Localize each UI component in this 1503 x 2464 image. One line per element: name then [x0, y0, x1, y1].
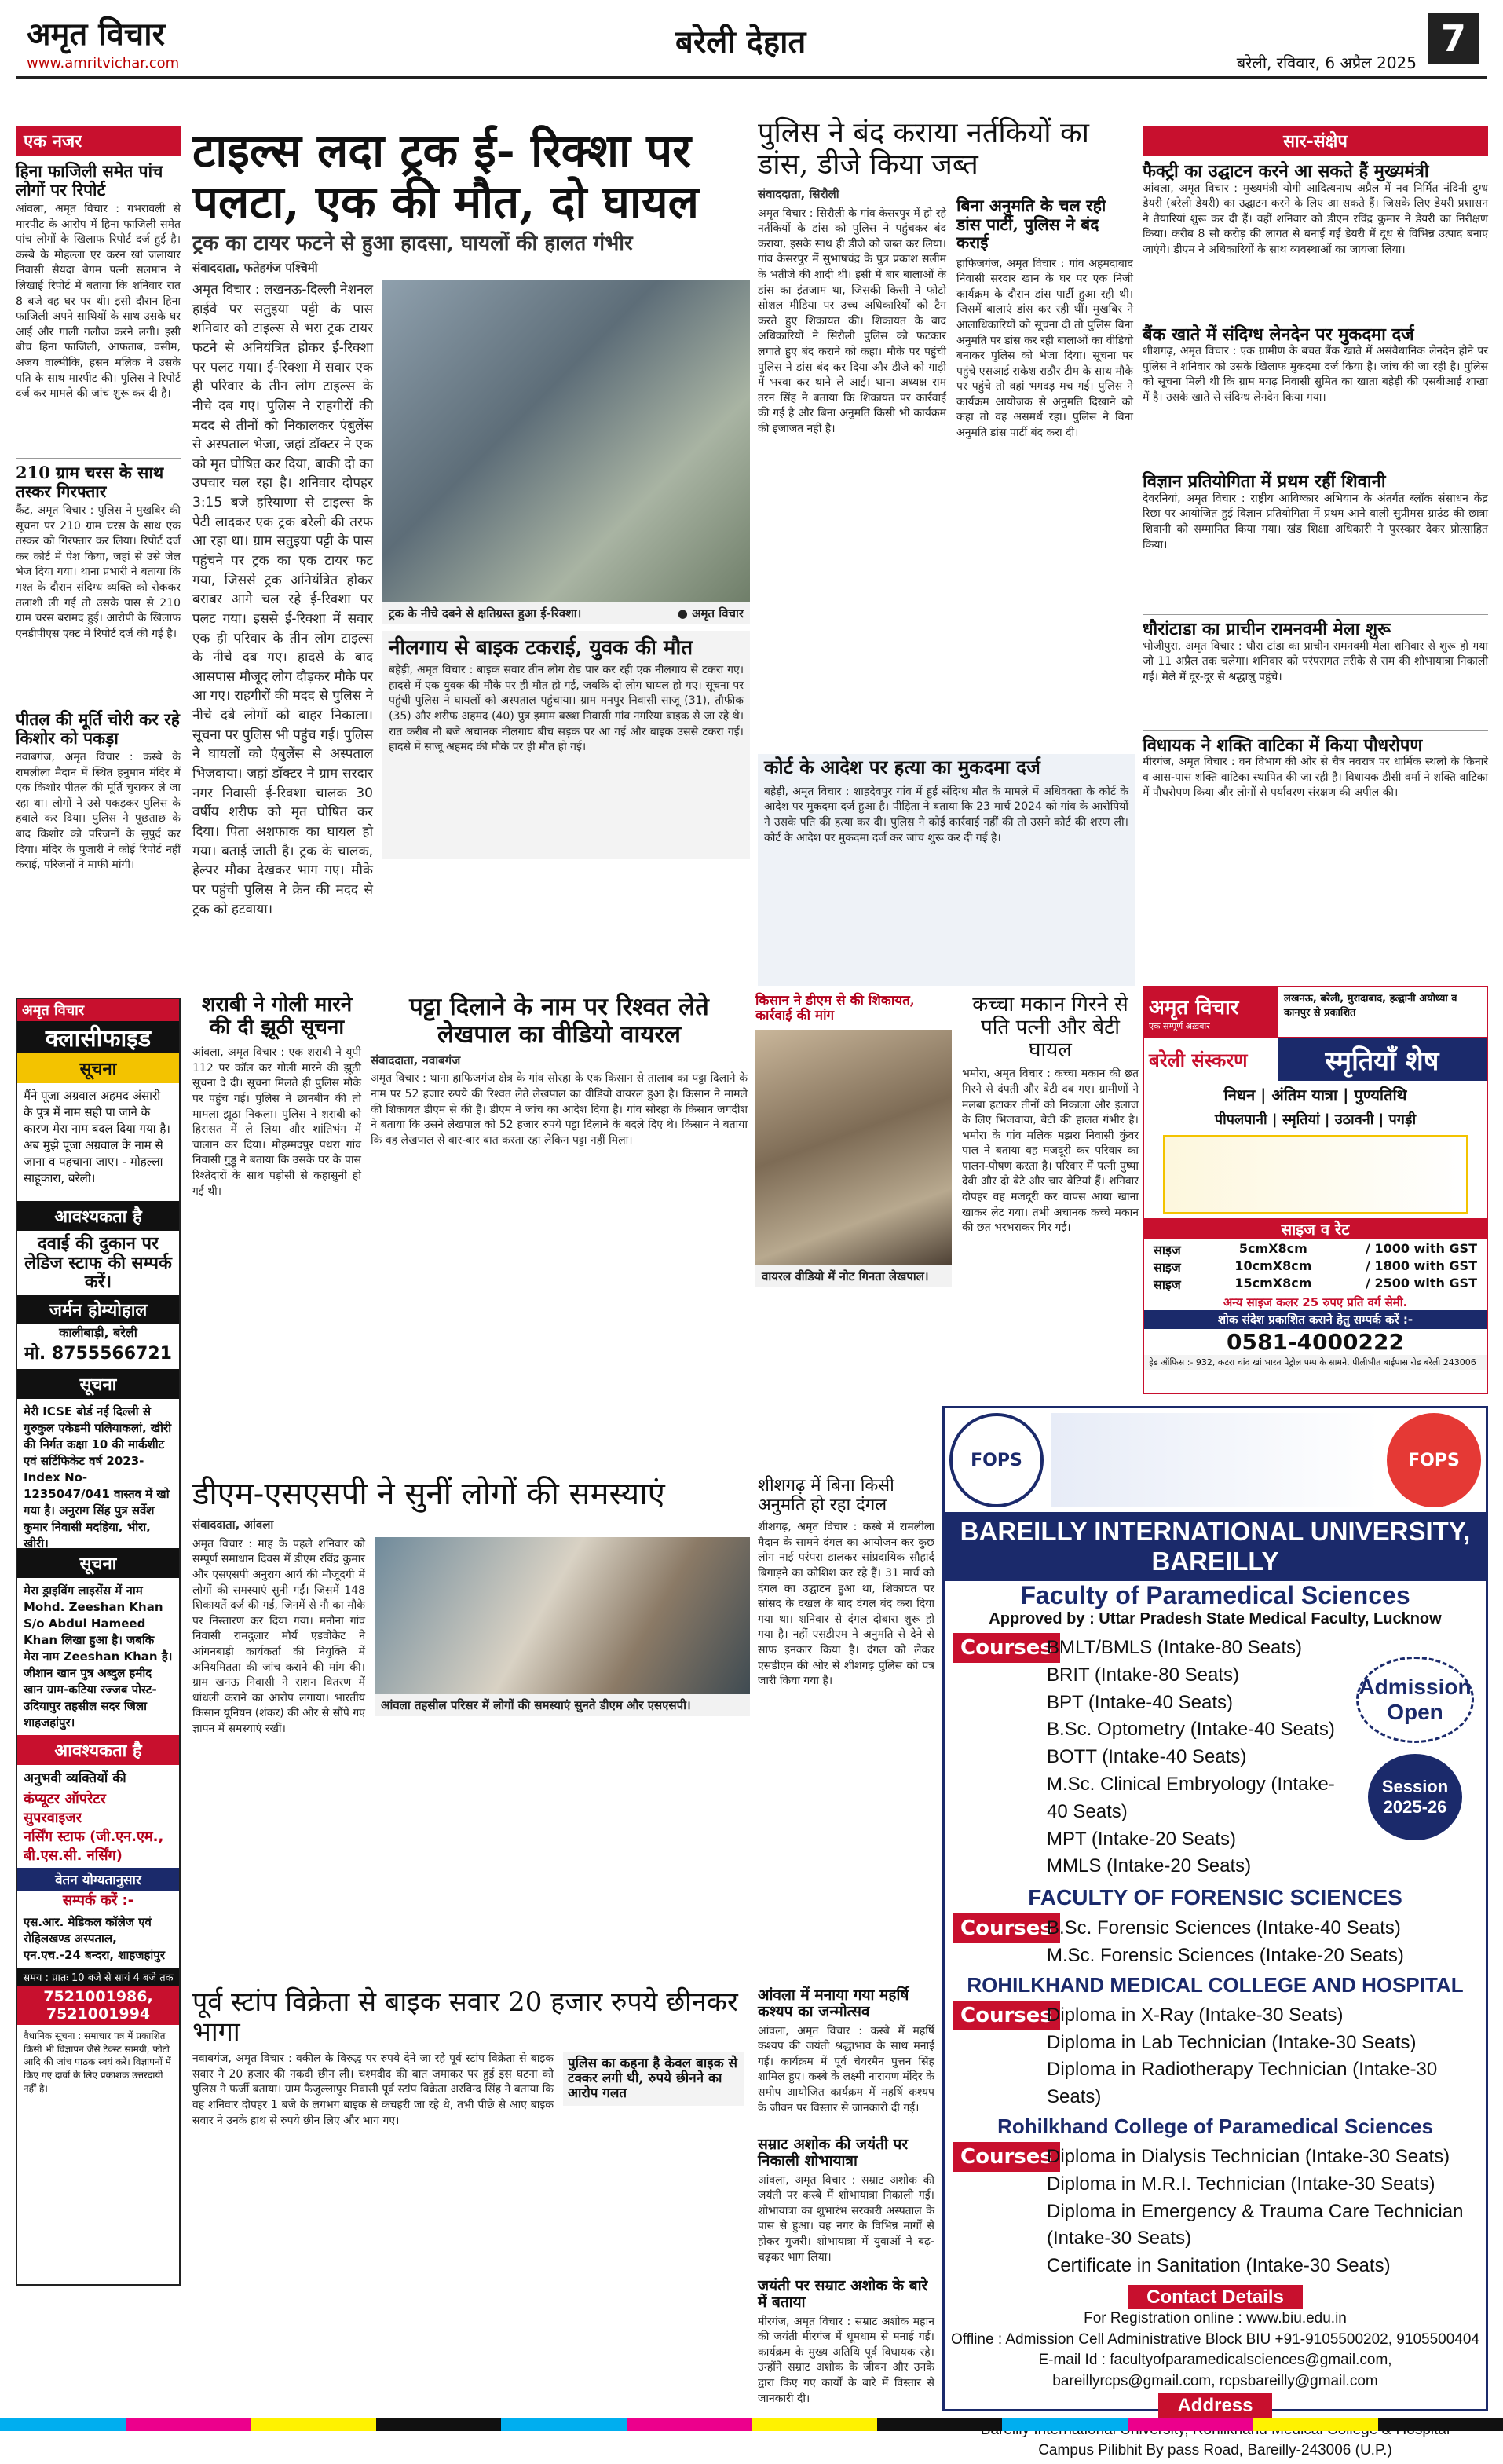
brief-r3-body: देवरनियां, अमृत विचार : राष्ट्रीय आविष्कार अभियान के अंतर्गत ब्लॉक संसाधन केंद्र रिछा पर आयोजित हुई विज्ञान प्रतियोगिता में प्रथम आने वाली सुप्रीमस ग्राउंड की छात्रा शिवानी को सम्मानित किया गया। खंड शिक्षा अधिकारी ने पुरस्कार देकर प्रोत्साहित किया। — [1143, 492, 1488, 551]
dancers-body: अमृत विचार : सिरौली के गांव केसरपुर में हो रहे नर्तकियों के डांस को पुलिस ने पहुंचकर बंद कराया, इसके साथ ही डीजे को जब्त कर लिया। गांव केसरपुर में सुभाषचंद्र के पुत्र प्रकाश सलीम के भतीजे की शादी थी। इसी में बार बालाओं के डांस का इंतजाम था, जिसकी किसी ने फोटो सोशल मीडिया पर उच्च अधिकारियों को टैग करते हुए शिकायत की। शिकायत के बाद अधिकारियों ने सिरौली पुलिस को फटकार लगाते हुए बंद कराने को कहा। मौके पर पहुंची पुलिस ने डांस बंद कर दिया और डीजे को गाड़ी में भरवा कर थाने ले आई। थाना अध्यक्ष राम तरन सिंह ने बताया कि शिकायत पर कार्रवाई की गई है और बिना अनुमति किसी भी कार्यक्रम की इजाजत नहीं है। — [758, 207, 946, 435]
brief-1-title: हिना फाजिली समेत पांच लोगों पर रिपोर्ट — [16, 161, 163, 200]
lead-story — [192, 126, 750, 986]
classified-notice-2-header: सूचना — [17, 1369, 179, 1399]
lead-subhead: ट्रक का टायर फटने से हुआ हादसा, घायलों की हालत गंभीर — [192, 231, 633, 255]
house-story — [962, 994, 1139, 1465]
dm-photo — [375, 1537, 750, 1694]
lead-photo-caption: ट्रक के नीचे दबने से क्षतिग्रस्त हुआ ई-रिक्शा। — [389, 606, 582, 621]
house-headline: कच्चा मकान गिरने से पति पत्नी और बेटी घायल — [972, 993, 1128, 1063]
brief-2-body: कैंट, अमृत विचार : पुलिस ने मुखबिर की सूचना पर 210 ग्राम चरस के साथ एक तस्कर को गिरफ्तार कर लिया। रिपोर्ट दर्ज कर कोर्ट में पेश किया, जहां से उसे जेल भेज दिया गया। थाना प्रभारी ने बताया कि गश्त के दौरान संदिग्ध व्यक्ति को रोककर तलाशी ली गई तो उसके पास से 210 ग्राम चरस बरामद हुई। आरोपी के खिलाफ एनडीपीएस एक्ट में रिपोर्ट दर्ज की गई है। — [16, 504, 181, 640]
course-item: MPT (Intake-20 Seats) — [1047, 1828, 1236, 1850]
course-item: Diploma in M.R.I. Technician (Intake-30 Seats) — [1047, 2173, 1435, 2195]
dancers-byline: संवाददाता, सिरौली — [758, 186, 839, 201]
rohilkhand-paramedical: Rohilkhand College of Paramedical Sciences — [997, 2114, 1433, 2138]
course-item: Diploma in Dialysis Technician (Intake-30 Seats) — [1047, 2145, 1450, 2167]
classified-notice-1: मैंने पूजा अग्रवाल अहमद अंसारी के पुत्र में नाम सही पा जाने के कारण मेरा नाम बदल दिया गया है। अब मुझे पूजा अग्रवाल के नाम से जाना व पहचाना जाए। - मोहल्ला साहूकारा, बरेली। — [24, 1089, 170, 1185]
ad-edition: बरेली संस्करण — [1149, 1049, 1248, 1071]
brief-3-title: पीतल की मूर्ति चोरी कर रहे किशोर को पकड़ा — [16, 709, 180, 748]
stamp-story — [192, 1987, 750, 2411]
stamp-headline: पूर्व स्टांप विक्रेता से बाइक सवार 20 हजार रुपये छीनकर भागा — [192, 1986, 738, 2048]
university-name: BAREILLY INTERNATIONAL UNIVERSITY, BAREILLY — [945, 1512, 1486, 1581]
dangal-body: शीशगढ़, अमृत विचार : कस्बे में रामलीला मैदान के सामने दंगल का आयोजन कर कुछ लोग नाई परंपरा डालकर सांप्रदायिक सौहार्द बिगाड़ने का कोशिश कर रहे हैं। 31 मार्च को दंगल का उद्घाटन हुआ था, शिकायत पर सांसद के दखल के बाद दंगल बंद करा दिया गया था। शनिवार से दंगल दोबारा शुरू हो गया है। नहीं एसडीएम ने अनुमति से देने से साफ इनकार किया है। दंगल को लेकर एसडीएम की ओर से शीशगढ़ पुलिस को पत्र जारी किया गया है। — [758, 1521, 934, 1688]
classified-notice-1-header: सूचना — [17, 1053, 179, 1083]
brief-r2-body: शीशगढ़, अमृत विचार : एक ग्रामीण के बचत बैंक खाते में असंवैधानिक लेनदेन होने पर पुलिस ने शनिवार को उसके खिलाफ मुकदमा दर्ज किया है। जांच की जा रही है। पुलिस को सूचना मिली थी कि ग्राम मगढ़ निवासी सुमित का खाता बहेड़ी की एसबीआई शाखा में है। उसके खाते से संदिग्ध लेनदेन किया गया। — [1143, 345, 1488, 405]
classified-column — [16, 998, 181, 2286]
classified-shop-address: कालीबाड़ी, बरेली — [59, 1324, 137, 1340]
hiring-phone[interactable]: 7521001986, 7521001994 — [17, 1986, 179, 2025]
murder-headline: कोर्ट के आदेश पर हत्या का मुकदमा दर्ज — [764, 756, 1040, 778]
classified-shop-name: जर्मन होम्योहाल — [17, 1295, 179, 1324]
course-item: MMLS (Intake-20 Seats) — [1047, 1855, 1252, 1877]
contact-email-2[interactable]: bareillyrcps@gmail.com, rcpsbareilly@gmail.com — [1052, 2372, 1378, 2389]
university-ad — [942, 1406, 1488, 2459]
ad-contact-label: शोक संदेश प्रकाशित कराने हेतु सम्पर्क करें :- — [1144, 1310, 1487, 1329]
legal-disclaimer: वैधानिक सूचना : समाचार पत्र में प्रकाशित किसी भी विज्ञापन जैसे टेक्स्ट सामग्री, फोटो आदि की जांच पाठक स्वयं करें। विज्ञापनों में किए गए दावों के लिए प्रकाशक उत्तरदायी नहीं है। — [24, 2030, 171, 2095]
classified-title: क्लासीफाइड — [17, 1021, 179, 1053]
sharabi-body: आंवला, अमृत विचार : एक शराबी ने यूपी 112 पर कॉल कर गोली मारने की झूठी सूचना दे दी। सूचना मिलते ही पुलिस मौके पर पहुंच गई। पुलिस ने छानबीन की तो मामला झूठा निकला। पुलिस ने शराबी को हिरासत में ले लिया और शांतिभंग में चालान कर दिया। मोहम्मदपुर पथरा गांव निवासी गुड्डू ने बताया कि उसके घर के पास रिश्तेदारों के साथ पड़ोसी से कहासुनी हो गई थी। — [192, 1046, 361, 1198]
courses-tag: Courses — [953, 2142, 1060, 2172]
dm-byline: संवाददाता, आंवला — [192, 1517, 274, 1532]
classified-notice-3: मेरा ड्राइविंग लाइसेंस में नाम Mohd. Zeeshan Khan S/o Abdul Hameed Khan लिखा हुआ है। जबकि मेरा नाम Zeeshan Khan है। जीशान खान पुत्र अब्दुल हमीद खान ग्राम-कटिया रज्जब पोस्ट-उदियापुर तहसील सदर जिला शाहजहांपुर। — [24, 1583, 173, 1730]
course-list-1 — [953, 1635, 1352, 1880]
bribe-photo-block — [755, 994, 952, 1465]
rate-row: साइज 5cmX8cm / 1000 with GST — [1154, 1241, 1477, 1258]
ek-nazar-header: एक नजर — [16, 126, 181, 156]
hiring-time: समय : प्रातः 10 बजे से सायं 4 बजे तक — [17, 1968, 179, 1986]
hiring-item: नर्सिंग स्टाफ (जी.एन.एम., बी.एस.सी. नर्सिंग) — [24, 1828, 164, 1864]
kashyap-headline: आंवला में मनाया गया महर्षि कश्यप का जन्मोत्सव — [758, 1986, 909, 2021]
ad-title: स्मृतियाँ शेष — [1278, 1038, 1487, 1081]
side-dance-story — [956, 196, 1133, 746]
divider — [1143, 614, 1488, 615]
bribe-photo-caption: वायरल वीडियो में नोट गिनता लेखपाल। — [755, 1265, 952, 1287]
rate-row: साइज 10cmX8cm / 1800 with GST — [1154, 1258, 1477, 1275]
admission-open-badge: Admission Open — [1356, 1657, 1474, 1743]
address-header: Address — [1158, 2393, 1271, 2418]
ad-words-1: निधन | अंतिम यात्रा | पुण्यतिथि — [1223, 1086, 1407, 1104]
bribe-byline: संवाददाता, नवाबगंज — [371, 1053, 461, 1068]
brief-1-body: आंवला, अमृत विचार : गभरावली से मारपीट के आरोप में हिना फाजिली समेत पांच लोगों के खिलाफ रिपोर्ट दर्ज हुई है। कस्बे के मोहल्ला एर करन खां जलायार निवासी सैयदा बेगम पत्नी सलमान ने लिखाई रिपोर्ट में बताया कि शनिवार रात 8 बजे वह घर पर थी। इसी दौरान हिना फाजिली अपने साथियों के साथ उसके घर आई और गाली गलौज करने लगी। इसी बीच हिना फाजिली, आफताब, वसीम, अजय वाल्मीकि, हसन मलिक ने उसके पति के साथ मारपीट की। पुलिस ने रिपोर्ट दर्ज कर मामले की जांच शुरू कर दी है। — [16, 203, 181, 401]
brief-r5-body: मीरगंज, अमृत विचार : वन विभाग की ओर से चैत्र नवरात्र पर धार्मिक स्थलों के किनारे व आस-पास शक्ति वाटिका स्थापित की जा रही है। विधायक डीसी वर्मा ने शक्ति वाटिका में पौधरोपण किया और लोगों से पर्यावरण संरक्षण की अपील की। — [1143, 756, 1488, 800]
courses-tag: Courses — [953, 1633, 1060, 1663]
classified-vacancy-header: आवश्यकता है — [17, 1201, 179, 1231]
course-item: Diploma in Emergency & Trauma Care Technician (Intake-30 Seats) — [1047, 2200, 1464, 2250]
brief-r3-title: विज्ञान प्रतियोगिता में प्रथम रहीं शिवानी — [1143, 471, 1386, 492]
sub-story-title: नीलगाय से बाइक टकराई, युवक की मौत — [389, 636, 693, 661]
ashok-headline: सम्राट अशोक की जयंती पर निकाली शोभायात्रा — [758, 2136, 909, 2170]
hiring-salary: वेतन योग्यतानुसार — [17, 1868, 179, 1891]
forensic-faculty: FACULTY OF FORENSIC SCIENCES — [1028, 1885, 1402, 1910]
classified-shop-phone[interactable]: मो. 8755566721 — [24, 1343, 172, 1364]
brief-r1-title: फैक्ट्री का उद्घाटन करने आ सकते हैं मुख्यमंत्री — [1143, 161, 1429, 181]
bribe-story — [371, 994, 748, 1465]
course-item: Diploma in Lab Technician (Intake-30 Seats) — [1047, 2031, 1417, 2053]
ad-header-graphic — [1051, 1413, 1379, 1507]
murder-story — [758, 754, 1135, 986]
course-item: M.Sc. Clinical Embryology (Intake-40 Seats) — [1047, 1773, 1335, 1822]
fops-logo-icon: FOPS — [1387, 1413, 1481, 1507]
dm-photo-caption: आंवला तहसील परिसर में लोगों की समस्याएं सुनते डीएम और एसएसपी। — [375, 1694, 750, 1716]
house-body: भमोरा, अमृत विचार : कच्चा मकान की छत गिरने से दंपती और बेटी दब गए। ग्रामीणों ने मलबा हटाकर तीनों को निकाला और इलाज के लिए भिजवाया, बेटी की हालत गंभीर है। भमोरा के गांव मलिक मझरा निवासी कुंवर पाल ने बताया वह मजदूरी कर परिवार का पालन-पोषण करता है। परिवार में पत्नी पुष्पा देवी और दो बेटे और चार बेटियां हैं। शनिवार दोपहर वह मजदूरी कर वापस आया खाना खाकर लेट गया। तभी अचानक कच्चे मकान की छत भरभराकर गिर गई। — [962, 1067, 1139, 1235]
courses-tag: Courses — [953, 2001, 1060, 2030]
rohilkhand-medical: ROHILKHAND MEDICAL COLLEGE AND HOSPITAL — [967, 1972, 1464, 1997]
contact-details — [945, 2308, 1486, 2392]
kashyap-body: आंवला, अमृत विचार : कस्बे में महर्षि कश्यप की जयंती श्रद्धाभाव के साथ मनाई गई। कार्यक्रम में पूर्व चेयरमैन पुत्तन सिंह शामिल हुए। कस्बे के लक्ष्मी नारायण मंदिर के समीप आयोजित कार्यक्रम में महर्षि कश्यप के जीवन पर विस्तार से जानकारी दी गई। — [758, 2024, 934, 2114]
stamp-side-note: पुलिस का कहना है केवल बाइक से टक्कर लगी थी, रुपये छीनने का आरोप गलत — [563, 2052, 744, 2106]
session-badge: Session 2025-26 — [1368, 1754, 1462, 1840]
course-item: Certificate in Sanitation (Intake-30 Seats) — [1047, 2255, 1391, 2277]
photo-credit: ● अमृत विचार — [677, 606, 744, 621]
stamp-body: नवाबगंज, अमृत विचार : वकील के विरुद्ध पर रुपये देने जा रहे पूर्व स्टांप विक्रेता से बाइक सवार ने 20 हजार की नकदी छीन ली। चश्मदीद की बात जमाकर पर हुई इस घटना को पुलिस ने फर्जी बताया। ग्राम फैजुल्लापुर निवासी पूर्व स्टांप विक्रेता अरविन्द सिंह ने बताया कि वह शनिवार दोपहर 1 बजे के लगभग बाइक से कचहरी जा रहे थे, तभी पीछे से आए बाइक सवार ने उनके हाथ से रुपये छीन लिए और भाग गए। — [192, 2052, 554, 2127]
brief-2-title: 210 ग्राम चरस के साथ तस्कर गिरफ्तार — [16, 463, 164, 501]
dangal-story — [758, 1477, 934, 1979]
lead-photo — [382, 280, 750, 602]
faculty-name: Faculty of Paramedical Sciences — [1020, 1581, 1410, 1609]
ad-discount: अन्य साइज कलर 25 रुपए प्रति वर्ग सेमी. — [1223, 1295, 1408, 1309]
brief-r5-title: विधायक ने शक्ति वाटिका में किया पौधरोपण — [1143, 734, 1423, 756]
brief-r4-body: भोजीपुरा, अमृत विचार : धौरा टांडा का प्राचीन रामनवमी मेला शनिवार से शुरू हो गया जो 11 अप्रैल तक चलेगा। शनिवार को परंपरागत तरीके से राम की शोभायात्रा निकाली गई। मेले में दूर-दूर से श्रद्धालु पहुंचे। — [1143, 639, 1488, 683]
course-item: B.Sc. Optometry (Intake-40 Seats) — [1047, 1719, 1335, 1741]
classified-brand: अमृत विचार — [17, 999, 179, 1021]
sharabi-story — [192, 994, 361, 1465]
classified-hiring-sub: अनुभवी व्यक्तियों की — [24, 1770, 126, 1786]
ashok-body: आंवला, अमृत विचार : सम्राट अशोक की जयंती पर कस्बे में शोभायात्रा निकाली गई। शोभायात्रा का शुभारंभ सरकारी अस्पताल के पास से हुआ। यह नगर के विभिन्न मार्गों से होकर गुजरी। शोभायात्रा में युवाओं ने बढ़-चढ़कर भाग लिया। — [758, 2173, 934, 2264]
saar-sankshep-header: सार-संक्षेप — [1143, 126, 1488, 156]
dm-headline: डीएम-एसएसपी ने सुनीं लोगों की समस्याएं — [192, 1476, 665, 1512]
university-seal-icon: FOPS — [949, 1413, 1044, 1507]
issue-date: बरेली, रविवार, 6 अप्रैल 2025 — [1236, 53, 1417, 72]
bribe-photo — [755, 1030, 952, 1265]
sharabi-headline: शराबी ने गोली मारने की दी झूठी सूचना — [201, 993, 353, 1040]
hiring-address: एस.आर. मेडिकल कॉलेज एवं रोहिलखण्ड अस्पताल, एन.एच.-24 बन्दरा, शाहजहांपुर — [24, 1914, 165, 1962]
jayanti-story — [758, 2278, 934, 2411]
smriti-shesh-ad — [1143, 986, 1488, 1394]
contact-details-header: Contact Details — [1128, 2285, 1303, 2309]
section-title: बरेली देहात — [675, 24, 806, 60]
ad-brand: अमृत विचार — [1149, 996, 1239, 1020]
sub-story-box — [382, 631, 750, 859]
side-dance-body: हाफिजगंज, अमृत विचार : गांव अहमदाबाद निवासी सरदार खान के घर पर एक निजी कार्यक्रम के दौरान डांस पार्टी हुआ रही थी। जिसमें बालाएं डांस कर रही थीं। मुखबिर ने आलाधिकारियों को सूचना दी तो पुलिस बिना अनुमति पर डांस कर रही बालाओं का वीडियो बनाकर पुलिस को भेजा दिया। सूचना पर पहुंचे एसआई राकेश राठौर टीम के साथ मौके पर पहुंचे तो वहां भगदड़ मच गई। पुलिस ने कार्यक्रम आयोजक से अनुमति दिखाने को कहा तो वह असमर्थ रहा। पुलिस ने बिना अनुमति डांस पार्टी बंद करा दी। — [956, 257, 1133, 440]
course-item: B.Sc. Forensic Sciences (Intake-40 Seats) — [1047, 1917, 1401, 1939]
divider — [16, 458, 181, 459]
approval-text: Approved by : Uttar Pradesh State Medical Faculty, Lucknow — [989, 1610, 1442, 1627]
course-item: BOTT (Intake-40 Seats) — [1047, 1746, 1247, 1768]
course-item: BMLT/BMLS (Intake-80 Seats) — [1047, 1637, 1303, 1658]
brief-3-body: नवाबगंज, अमृत विचार : कस्बे के रामलीला मैदान में स्थित हनुमान मंदिर में एक किशोर पीतल की मूर्ति चुराकर ले जा रहा था। लोगों ने उसे पकड़कर पुलिस के हवाले कर दिया। पुलिस ने पूछताछ के बाद किशोर को परिजनों के सुपुर्द कर दिया। मंदिर के पुजारी ने कोई रिपोर्ट नहीं कराई, परिजनों ने माफी मांगी। — [16, 751, 181, 872]
right-briefs-column — [1143, 126, 1488, 1029]
classified-hiring-header: आवश्यकता है — [17, 1735, 179, 1765]
side-dance-title: बिना अनुमति के चल रही डांस पार्टी, पुलिस ने बंद कराई — [956, 196, 1106, 253]
ad-phone[interactable]: 0581-4000222 — [1227, 1329, 1404, 1355]
ad-cities: लखनऊ, बरेली, मुरादाबाद, हल्द्वानी अयोध्या व कानपुर से प्रकाशित — [1284, 993, 1457, 1019]
masthead — [16, 6, 1487, 79]
left-news-column — [16, 126, 181, 990]
brief-r4-title: धौरांटाडा का प्राचीन रामनवमी मेला शुरू — [1143, 618, 1391, 639]
ad-rate-table — [1144, 1239, 1487, 1294]
rate-row: साइज 15cmX8cm / 2500 with GST — [1154, 1276, 1477, 1292]
hiring-contact: सम्पर्क करें :- — [62, 1891, 134, 1909]
contact-registration[interactable]: For Registration online : www.biu.edu.in — [1084, 2309, 1347, 2327]
ad-tagline: एक सम्पूर्ण अख़बार — [1149, 1021, 1210, 1031]
lead-body-col1: अमृत विचार : लखनऊ-दिल्ली नेशनल हाईवे पर सतुइया पट्टी के पास शनिवार को टाइल्स से भरा ट्रक टायर फटने से अनियंत्रित होकर ई-रिक्शा पर पलट गया। ई-रिक्शा में सवार एक ही परिवार के तीन लोग टाइल्स के नीचे दब गए। पुलिस ने राहगीरों की मदद से तीनों को निकालकर एंबुलेंस से अस्पताल भेजा, जहां डॉक्टर ने एक को मृत घोषित कर दिया, बाकी दो का उपचार चल रहा है। शनिवार दोपहर 3:15 बजे हरियाणा से टाइल्स के पेटी लादकर एक ट्रक बरेली की तरफ आ रहा था। ग्राम सतुइया पट्टी के पास पहुंचने पर ट्रक का एक टायर फट गया, जिससे ट्रक अनियंत्रित होकर बराबर आगे चल रहे ई-रिक्शा पर पलट गया। इससे ई-रिक्शा में सवार एक ही परिवार के तीन लोग टाइल्स के नीचे दब गए। हादसे के बाद आसपास मौजूद लोग दौड़कर मौके पर आ गए। राहगीरों की मदद से पुलिस ने नीचे दबे लोगों को बाहर निकाला। सूचना पर पुलिस भी पहुंच गई। पुलिस ने घायलों को एंबुलेंस से अस्पताल भिजवाया। जहां डॉक्टर ने ग्राम सरदार नगर निवासी ई-रिक्शा चालक 30 वर्षीय शरीफ को मृत घोषित कर दिया। पिता अशफाक का घायल हो गया। बताई जाती है। ट्रक के चालक, हेल्पर मौका देखकर भाग गए। मौके पर पहुंची पुलिस ने क्रेन की मदद से ट्रक को हटवाया। — [192, 282, 374, 917]
ad-sample-frame — [1163, 1135, 1468, 1214]
kashyap-story — [758, 1987, 934, 2129]
ad-size-title: साइज व रेट — [1144, 1218, 1487, 1239]
page-number: 7 — [1428, 13, 1479, 64]
dangal-headline: शीशगढ़ में बिना किसी अनुमति हो रहा दंगल — [758, 1476, 894, 1515]
dm-story — [192, 1477, 750, 1979]
hiring-item: सुपरवाइजर — [24, 1809, 82, 1826]
contact-offline: Offline : Admission Cell Administrative Block BIU +91-9105500202, 9105500404 — [951, 2330, 1479, 2348]
course-item: BPT (Intake-40 Seats) — [1047, 1691, 1233, 1713]
course-item: BRIT (Intake-80 Seats) — [1047, 1664, 1239, 1686]
lead-byline: संवाददाता, फतेहगंज पश्चिमी — [192, 261, 318, 276]
courses-tag: Courses — [953, 1913, 1060, 1943]
bribe-headline: पट्टा दिलाने के नाम पर रिश्वत लेते लेखपाल का वीडियो वायरल — [409, 993, 709, 1049]
jayanti-headline: जयंती पर सम्राट अशोक के बारे में बताया — [758, 2277, 928, 2312]
ad-office: हेड ऑफिस :- 932, कटरा चांद खां भारत पेट्रोल पम्प के सामने, पीलीभीत बाईपास रोड बरेली 243006 — [1144, 1355, 1487, 1370]
ad-words-2: पीपलपानी | स्मृतियां | उठावनी | पगड़ी — [1214, 1111, 1417, 1128]
contact-email[interactable]: E-mail Id : facultyofparamedicalsciences@gmail.com, — [1038, 2352, 1392, 2369]
classified-hiring-list — [17, 1789, 179, 1865]
dm-body: अमृत विचार : माह के पहले शनिवार को सम्पूर्ण समाधान दिवस में डीएम रविंद्र कुमार और एसएसपी अनुराग आर्य की मौजूदगी में लोगों की समस्याएं सुनी गईं। जिसमें 148 शिकायतें दर्ज की गईं, जिनमें से नौ का मौके पर निस्तारण कर दिया गया। मनौना गांव निवासी रामदुलार मौर्य एडवोकेट ने आंगनबाड़ी कार्यकर्ता की नियुक्ति में अनियमितता की जांच कराने की मांग की। ग्राम खनऊ निवासी ने राशन वितरण में धांधली कराने का आरोप लगाया। भारतीय किसान यूनियन (शंकर) की ओर से सौंपे गए ज्ञापन में समस्याएं रखीं। — [192, 1537, 365, 1735]
brief-r2-title: बैंक खाते में संदिग्ध लेनदेन पर मुकदमा दर्ज — [1143, 324, 1414, 345]
course-item: Diploma in X-Ray (Intake-30 Seats) — [1047, 2004, 1344, 2026]
ashok-story — [758, 2136, 934, 2270]
brief-r1-body: आंवला, अमृत विचार : मुख्यमंत्री योगी आदित्यनाथ अप्रैल में नव निर्मित नंदिनी दुग्ध डेयरी (बरेली डेयरी) का उद्घाटन करने के लिए आ सकते हैं। जिसके लिए डेयरी प्रशासन ने तैयारियां शुरू कर दी हैं। वहीं शनिवार को डीएम रविंद्र कुमार ने डेयरी का निरीक्षण किया। करीब 8 सौ करोड़ की लागत से बनाई गई डेयरी में दूध से विभिन्न उत्पाद बनाए जाएंगे। डीएम ने अधिकारियों के साथ व्यवस्थाओं का जायजा लिया। — [1143, 181, 1488, 256]
hiring-item: कंप्यूटर ऑपरेटर — [24, 1790, 106, 1807]
jayanti-body: मीरगंज, अमृत विचार : सम्राट अशोक महान की जयंती मीरगंज में धूमधाम से मनाई गई। कार्यक्रम के मुख्य अतिथि पूर्व विधायक रहे। उन्होंने सम्राट अशोक के जीवन और उनके द्वारा किए गए कार्यों के बारे में विस्तार से जानकारी दी। — [758, 2315, 934, 2405]
lead-photo-caption-bar — [382, 602, 750, 624]
course-item: Diploma in Radiotherapy Technician (Intake-30 Seats) — [1047, 2059, 1438, 2108]
classified-notice-3-header: सूचना — [17, 1548, 179, 1578]
classified-notice-2: मेरी ICSE बोर्ड नई दिल्ली से गुरुकुल एकेडमी पलियाकलां, खीरी की निर्गत कक्षा 10 की मार्कशीट एवं सर्टिफिकेट वर्ष 2023-Index No-1235047/041 वास्तव में खो गया है। अनुराग सिंह पुत्र सर्वेश कुमार निवासी मदहिया, भीरा, खीरी। — [24, 1404, 172, 1551]
classified-vacancy-body: दवाई की दुकान पर लेडिज स्टाफ की सम्पर्क करें। — [24, 1233, 172, 1293]
course-item: M.Sc. Forensic Sciences (Intake-20 Seats) — [1047, 1944, 1404, 1966]
newspaper-logo: अमृत विचार — [27, 16, 165, 53]
printer-color-bar — [0, 2418, 1503, 2431]
university-address: Campus Pilibhit By pass Road, Bareilly-243006 (U.P.) — [1038, 2441, 1392, 2459]
bribe-body: अमृत विचार : थाना हाफिजगंज क्षेत्र के गांव सोरहा के एक किसान से तालाब का पट्टा दिलाने के नाम पर 52 हजार रुपये की रिश्वत लेते लेखपाल का वीडियो वायरल हुआ है। किसान ने मामले की शिकायत डीएम से की है। डीएम ने जांच का आदेश दिया है। गांव सोरहा के किसान जगदीश ने बताया कि उसने लेखपाल को 52 हजार रुपये पट्टा दिलाने के बदले दिए थे। किसान ने बताया कि वह लेखपाल से बार-बार बात करता रहा लेकिन पट्टा नहीं मिला। — [371, 1072, 748, 1147]
sub-story-body: बहेड़ी, अमृत विचार : बाइक सवार तीन लोग रोड पार कर रही एक नीलगाय से टकरा गए। हादसे में एक युवक की मौके पर ही मौत हो गई, जबकि दो लोग घायल हो गए। सूचना पर पहुंची पुलिस ने घायलों को अस्पताल पहुंचाया। ग्राम मनपुर निवासी साजू (31), तौफीक (35) और शरीफ अहमद (40) पुत्र इमाम बख्श निवासी गांव नगरिया बाइक से जा रहे थे। रात करीब नौ बजे अचानक नीलगाय बीच सड़क पर आ गई और बाइक उससे टकरा गई। हादसे में साजू अहमद की मौके पर ही मौत हो गई। — [389, 664, 744, 754]
bribe-side-note: किसान ने डीएम से की शिकायत, कार्रवाई की मांग — [755, 993, 915, 1024]
website-url[interactable]: www.amritvichar.com — [27, 55, 180, 71]
dancers-headline: पुलिस ने बंद कराया नर्तकियों का डांस, डीजे किया जब्त — [758, 117, 1089, 181]
divider — [1143, 730, 1488, 731]
murder-body: बहेड़ी, अमृत विचार : शाहदेवपुर गांव में हुई संदिग्ध मौत के मामले में अधिवक्ता के कोर्ट के आदेश पर मुकदमा दर्ज हुआ है। पीड़िता ने बताया कि 23 मार्च 2024 को गांव के आरोपियों ने उसके पति की हत्या कर दी। पुलिस ने कोई कार्रवाई नहीं की तो उसने कोर्ट की शरण ली। कोर्ट के आदेश पर मुकदमा दर्ज कर जांच शुरू कर दी गई है। — [764, 785, 1128, 844]
lead-headline: टाइल्स लदा ट्रक ई- रिक्शा पर पलटा, एक की मौत, दो घायल — [192, 124, 699, 229]
